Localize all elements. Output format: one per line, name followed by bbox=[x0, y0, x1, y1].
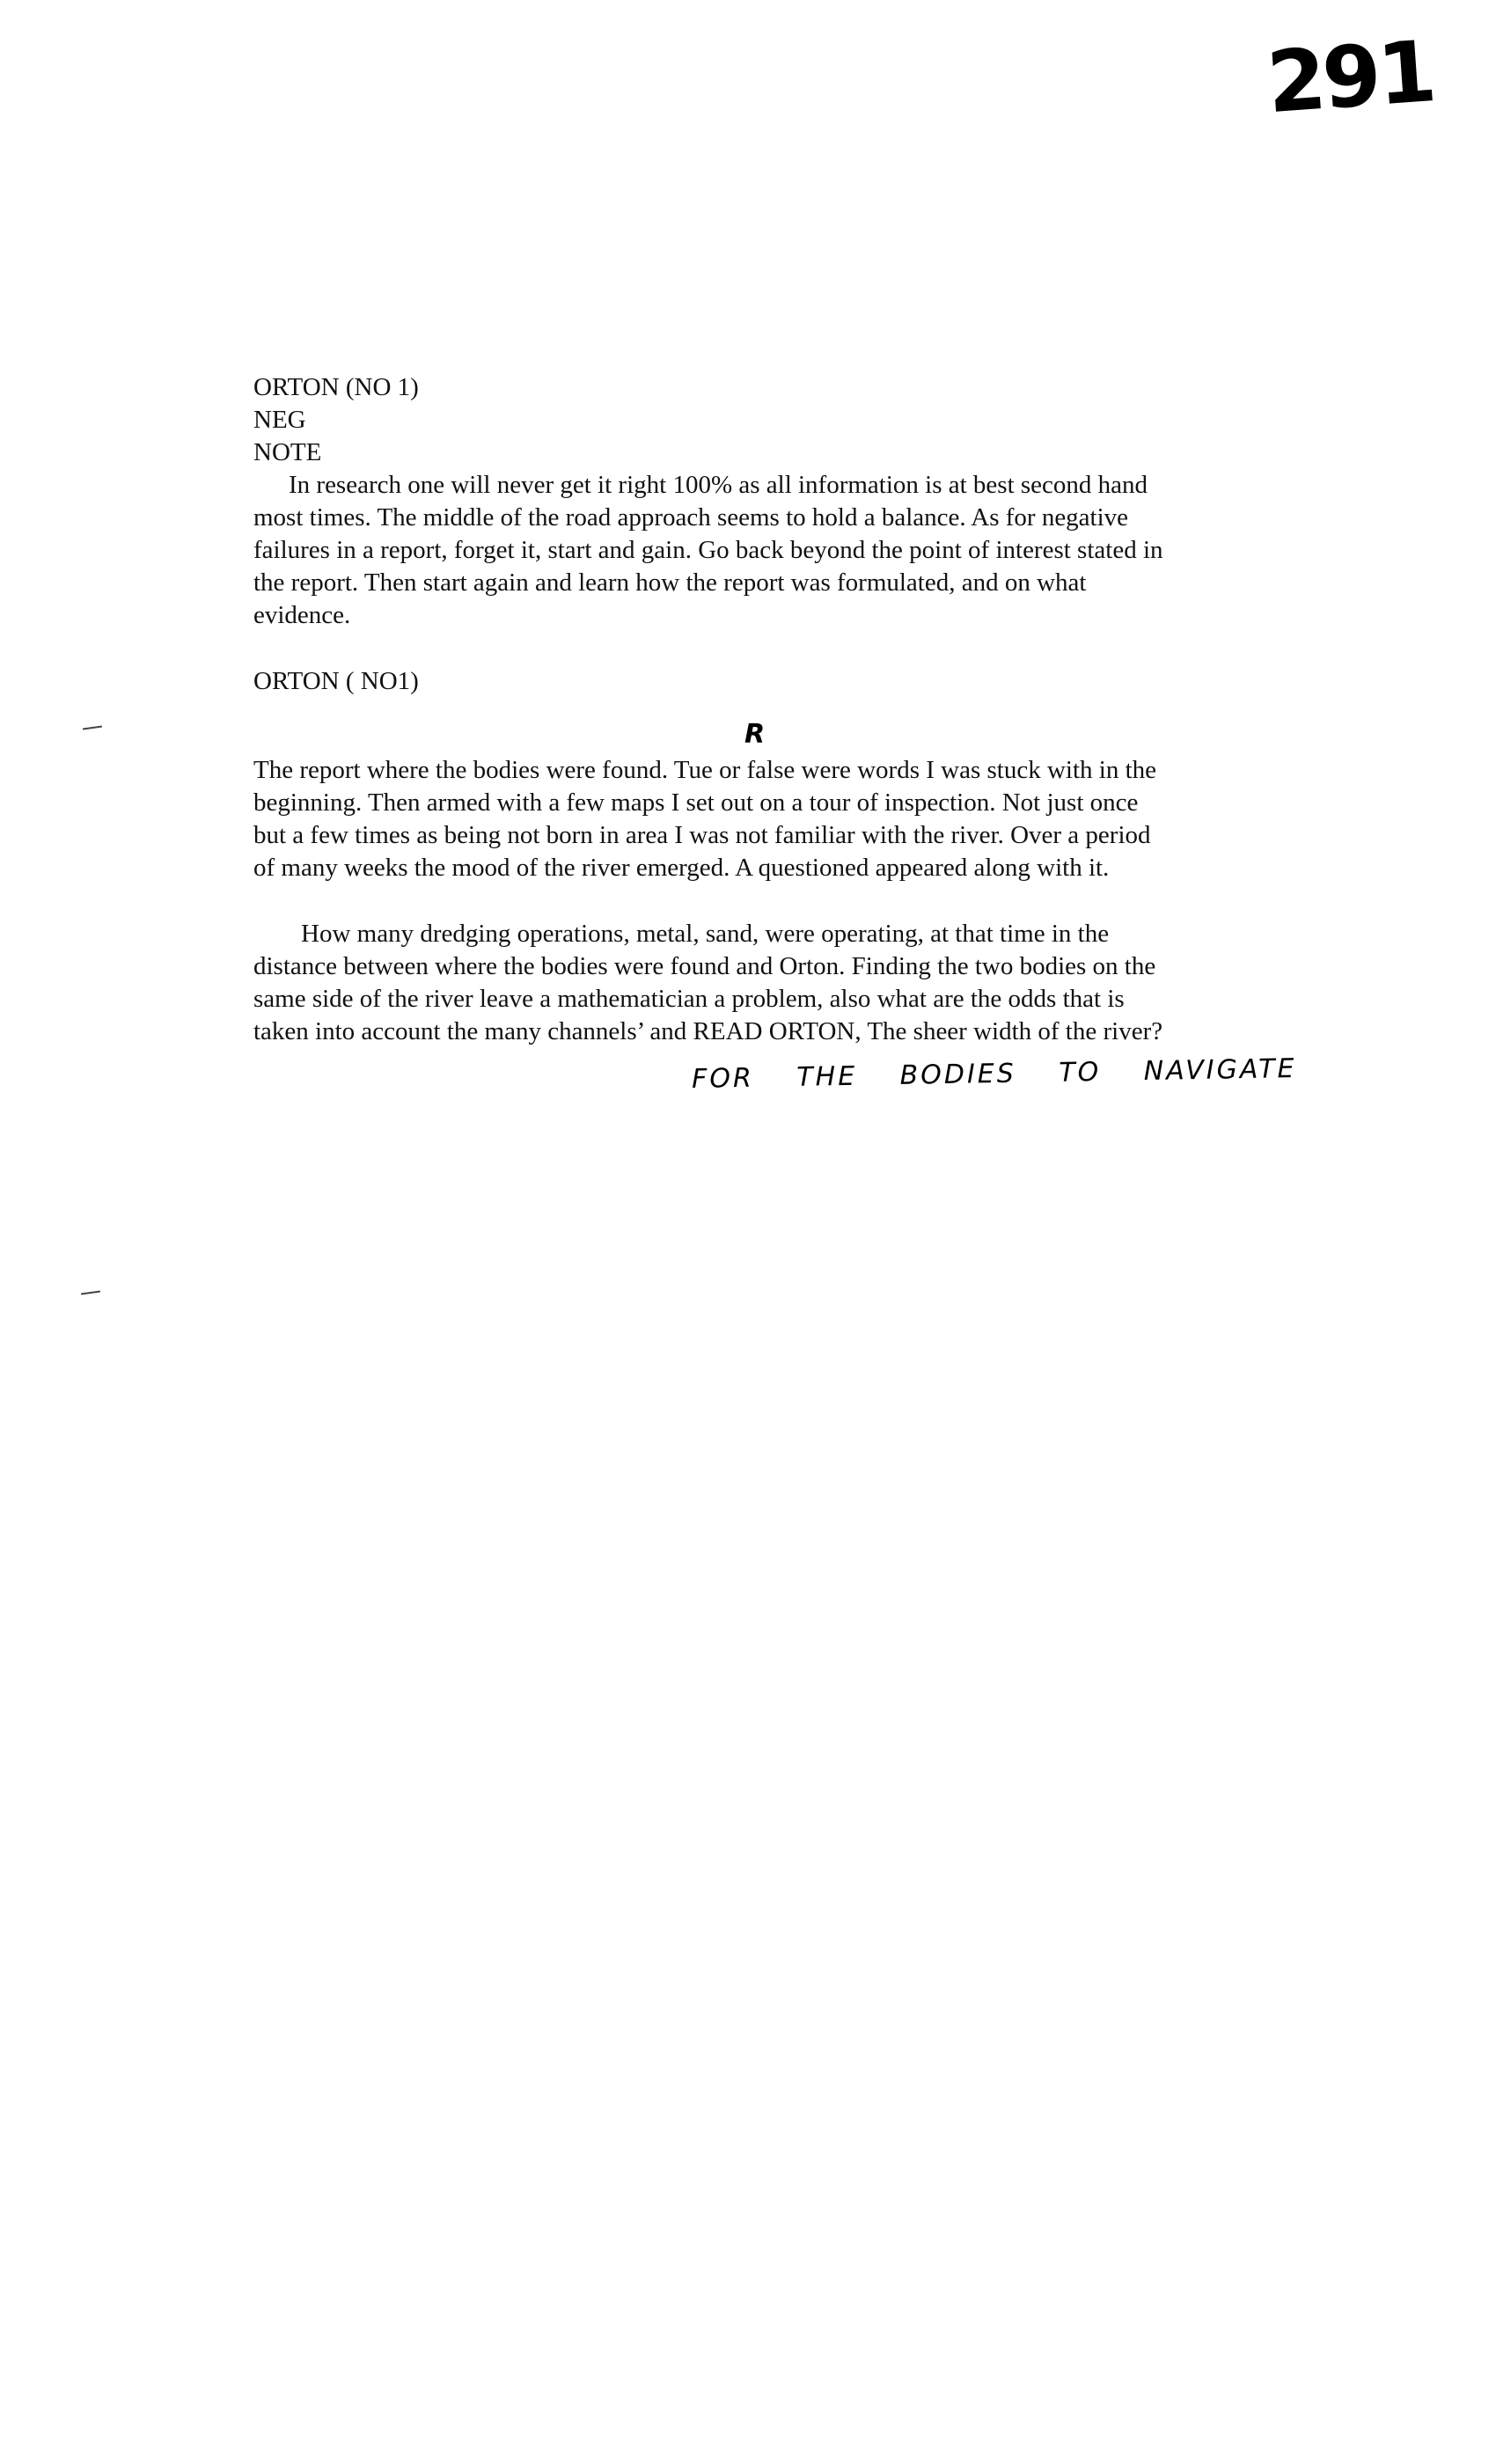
text-line: In research one will never get it right 100% as all information is at best second hand bbox=[289, 471, 1148, 499]
paragraph-report bbox=[253, 754, 1292, 884]
heading-neg: NEG bbox=[253, 406, 306, 434]
text-line: most times. The middle of the road approach seems to hold a balance. As for negative bbox=[253, 503, 1129, 532]
section-heading: ORTON ( NO1) bbox=[253, 667, 419, 695]
text-line: the report. Then start again and learn how the report was formulated, and on what bbox=[253, 568, 1087, 597]
margin-mark bbox=[81, 1290, 100, 1294]
document-body bbox=[253, 371, 1292, 1048]
page-number: 291 bbox=[1264, 22, 1437, 133]
text-line: of many weeks the mood of the river emerged. A questioned appeared along with it. bbox=[253, 854, 1110, 882]
handwritten-annotation: FOR THE BODIES TO NAVIGATE bbox=[691, 1053, 1297, 1095]
text-line: failures in a report, forget it, start and gain. Go back beyond the point of interest stated in bbox=[253, 536, 1163, 564]
note-paragraph bbox=[253, 469, 1292, 632]
text-line: beginning. Then armed with a few maps I set out on a tour of inspection. Not just once bbox=[253, 788, 1139, 817]
text-line: How many dredging operations, metal, sand, were operating, at that time in the bbox=[301, 920, 1110, 948]
margin-mark bbox=[83, 725, 102, 730]
heading-note: NOTE bbox=[253, 438, 322, 466]
text-line: same side of the river leave a mathematician a problem, also what are the odds that is bbox=[253, 985, 1125, 1013]
text-line: taken into account the many channels’ and READ ORTON, The sheer width of the river? bbox=[253, 1017, 1163, 1045]
heading-orton: ORTON (NO 1) bbox=[253, 373, 419, 401]
text-line: evidence. bbox=[253, 601, 351, 629]
text-line: The report where the bodies were found. Tue or false were words I was stuck with in the bbox=[253, 756, 1157, 784]
paragraph-dredging bbox=[253, 918, 1292, 1048]
handwritten-insert-r: R bbox=[744, 719, 766, 750]
text-line: but a few times as being not born in area I was not familiar with the river. Over a period bbox=[253, 821, 1151, 849]
text-line: distance between where the bodies were found and Orton. Finding the two bodies on the bbox=[253, 952, 1156, 980]
